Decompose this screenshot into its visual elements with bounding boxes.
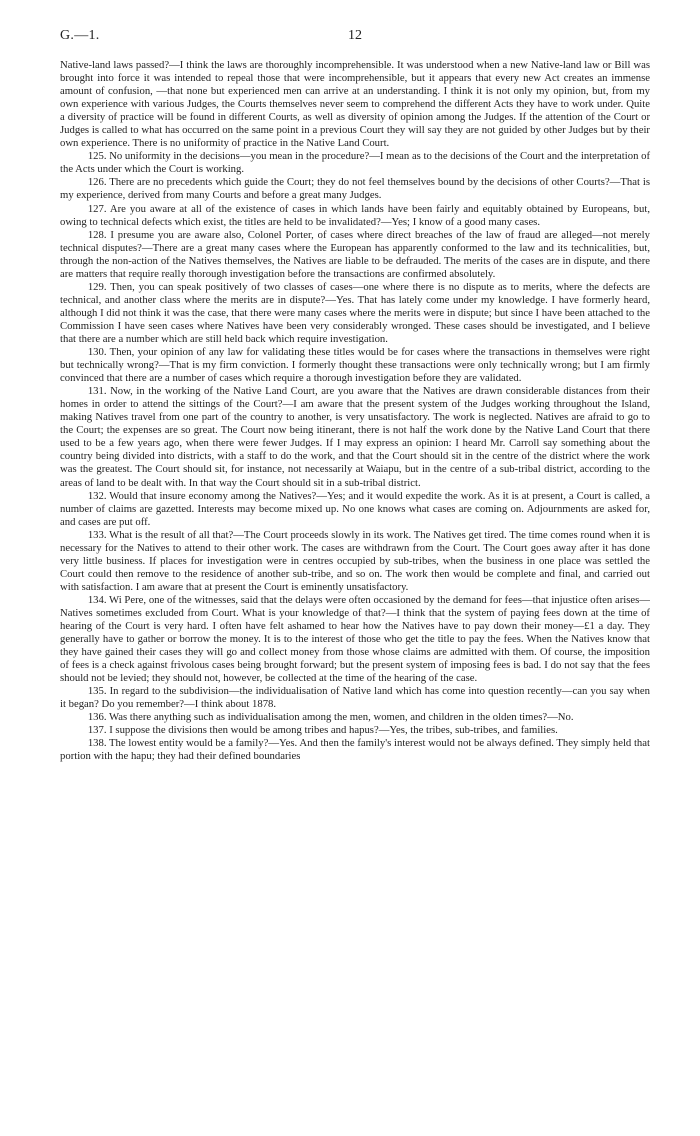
page-header xyxy=(60,28,650,50)
paragraph-132: 132. Would that insure economy among the Natives?—Yes; and it would expedite the work. As it is at present, a Court is called, a number of claims are gazetted. Interests may become mixed up. No one knows what cases are coming on. Adjournments are asked for, and cases are put off. xyxy=(60,489,650,528)
paragraph-128: 128. I presume you are aware also, Colonel Porter, of cases where direct breaches of the law of fraud are alleged—not merely technical disputes?—There are a great many cases where the European has apparently conformed to the law and its technicalities, but, through the non-action of the Natives themselves, the Natives are liable to be defrauded. The merits of the cases are in dispute, and there are matters that require really thorough investigation before the transactions are confirmed absolutely. xyxy=(60,228,650,280)
paragraph-continued: Native-land laws passed?—I think the laws are thoroughly incomprehensible. It was understood when a new Native-land law or Bill was brought into force it was intended to repeal those that were incomprehensible, but it appears that every new Act creates an immense amount of confusion, —that none but experienced men can arrive at an understanding. I think it is not only my opinion, but, from my own experience with various Judges, the Courts themselves never seem to comprehend the different Acts they have to work under. Quite a diversity of practice will be found in different Courts, as well as diversity of opinion among the Judges. If the attention of the Court or Judges is called to what has occurred on the same point in a previous Court they will say they are not guided by other Judges but by their own experience. There is no uniformity of practice in the Native Land Court. xyxy=(60,59,650,150)
page-number: 12 xyxy=(348,28,362,43)
body-text xyxy=(60,59,650,764)
paragraph-126: 126. There are no precedents which guide the Court; they do not feel themselves bound by the decisions of other Courts?—That is my experience, derived from many Courts and before a great many Judges. xyxy=(60,176,650,202)
paragraph-130: 130. Then, your opinion of any law for validating these titles would be for cases where the transactions in themselves were right but technically wrong?—That is my firm conviction. I formerly thought these transactions were only technically wrong; but I am firmly convinced that there are a number of cases which require a thorough investigation before they are validated. xyxy=(60,346,650,385)
paragraph-137: 137. I suppose the divisions then would be among tribes and hapus?—Yes, the tribes, sub-tribes, and families. xyxy=(87,724,558,737)
paragraph-131: 131. Now, in the working of the Native Land Court, are you aware that the Natives are drawn considerable distances from their homes in order to attend the sittings of the Court?—I am aware that the present system of the Judges working throughout the Island, making Natives travel from one part of the country to another, is very unsatisfactory. The work is neglected. Natives are afraid to go to the Court; the expenses are so great. The Court now being itinerant, there is not half the work done by the Native Land Court that there used to be a few years ago, when there were fewer Judges. If I may express an opinion: I heard Mr. Carroll say something about the country being divided into districts, with a staff to do the work, and that the Court should sit in the centre of the district where the work was the greatest. The Court should sit, for instance, not necessarily at Waiapu, but in the centre of a sub-tribal district, according to the areas of land to be dealt with. In that way the Court should sit in a sub-tribal district. xyxy=(60,385,650,489)
document-reference: G.—1. xyxy=(60,28,100,43)
paragraph-125: 125. No uniformity in the decisions—you mean in the procedure?—I mean as to the decisions of the Court and the interpretation of the Acts under which the Court is working. xyxy=(60,150,650,176)
paragraph-127: 127. Are you aware at all of the existence of cases in which lands have been fairly and equitably obtained by Europeans, but, owing to technical defects which exist, the titles are held to be invalidated?—Yes; I know of a good many cases. xyxy=(60,202,650,228)
paragraph-129: 129. Then, you can speak positively of two classes of cases—one where there is no dispute as to merits, where the defects are technical, and another class where the merits are in dispute?—Yes. That has lately come under my knowledge. I have formerly heard, although I did not think it was the case, that there were many cases where the merits were in dispute; but since I have been attached to the Commission I have seen cases where Natives have been very considerably wronged. These cases should be investigated, and I believe that there are a number which are still held back which require investigation. xyxy=(60,280,650,345)
paragraph-134: 134. Wi Pere, one of the witnesses, said that the delays were often occasioned by the demand for fees—that injustice often arises—Natives sometimes excluded from Court. What is your knowledge of that?—I think that the system of paying fees down at the time of hearing of the Court is very hard. I often have felt ashamed to hear how the Natives have to pay down their money—£1 a day. They generally have to gather or borrow the money. It is to the interest of those who get the title to pay the fees. When the Natives know that they have gained their cases they will go and collect money from those whose claims are admitted with them. Of course, the imposition of fees is a check against frivolous cases being brought forward; but the present system of imposing fees is bad. I do not say that the fees should not be levied; they should not, however, be collected at the time of the hearing of the case. xyxy=(60,593,650,685)
paragraph-135: 135. In regard to the subdivision—the individualisation of Native land which has come into question recently—can you say when it began? Do you remember?—I think about 1878. xyxy=(60,685,650,711)
paragraph-138: 138. The lowest entity would be a family?—Yes. And then the family's interest would not be always defined. They simply held that portion with the hapu; they had their defined boundaries xyxy=(60,737,650,763)
paragraph-136: 136. Was there anything such as individualisation among the men, women, and children in the olden times?—No. xyxy=(87,711,574,724)
paragraph-133: 133. What is the result of all that?—The Court proceeds slowly in its work. The Natives get tired. The time comes round when it is necessary for the Natives to attend to their other work. The cases are withdrawn from the Court. The Court goes away after it has done very little business. If places for investigation were in centres occupied by sub-tribes, when the business in one place was settled the Court could then remove to the residence of another sub-tribe, and so on. The work then would be complete and final, and carried out with satisfaction. I am aware that at present the Court is eminently unsatisfactory. xyxy=(60,528,650,593)
